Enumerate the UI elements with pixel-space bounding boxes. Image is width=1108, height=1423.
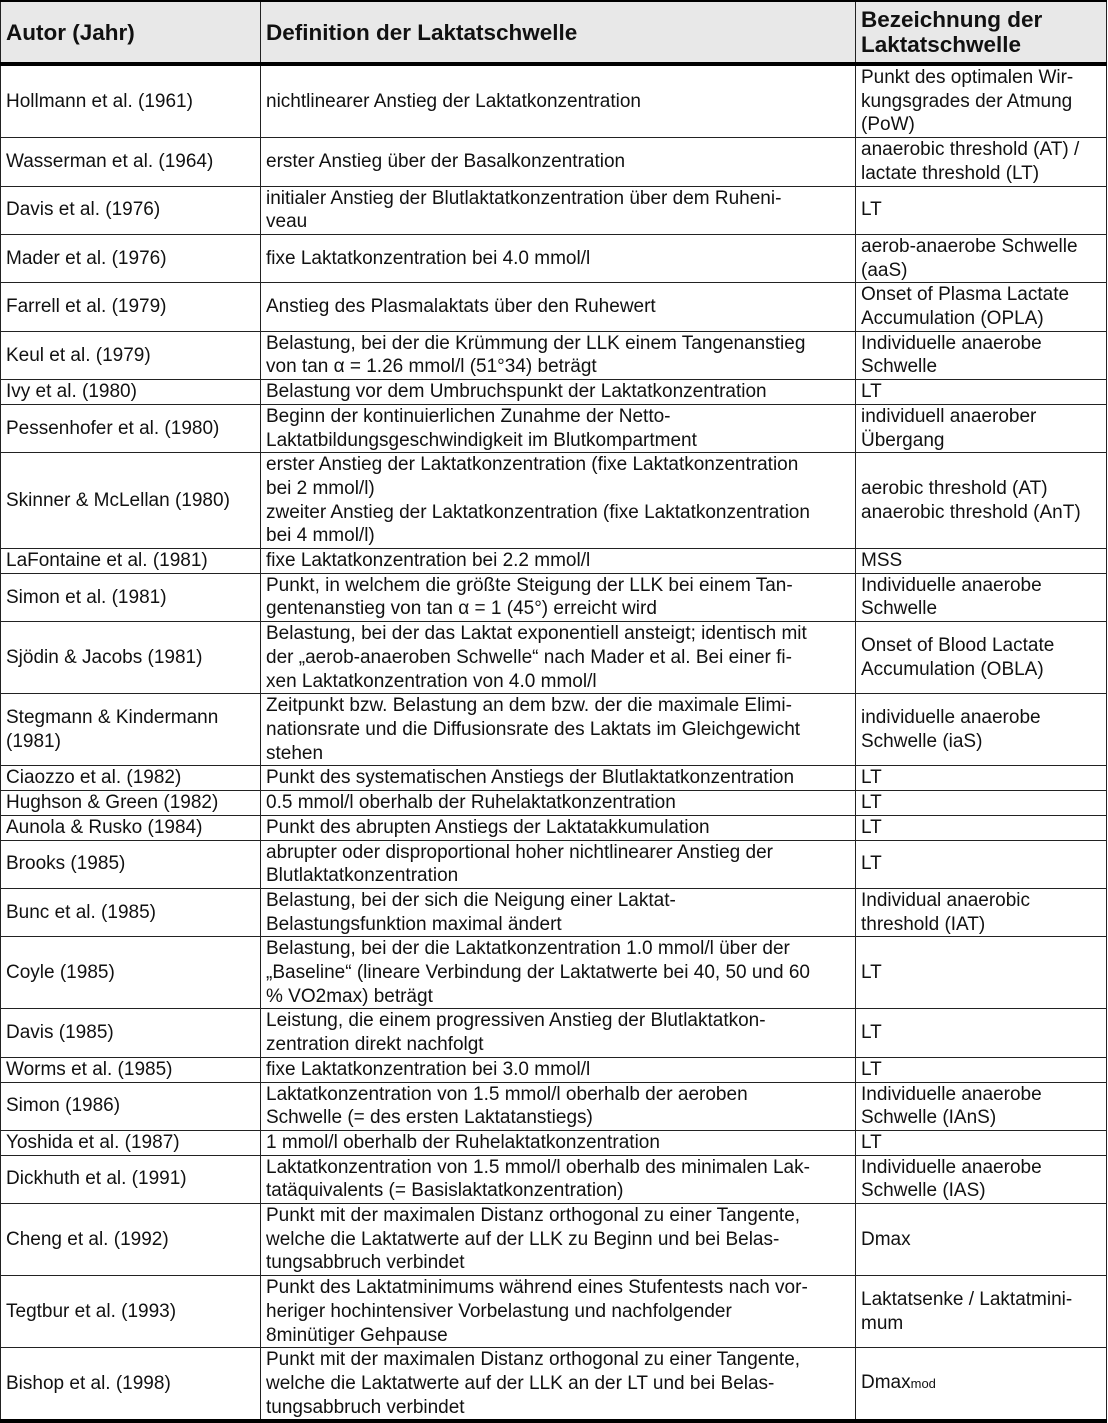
threshold-name-cell: anaerobic threshold (AT) / lactate threshold (LT) [856,138,1107,186]
author-cell: Skinner & McLellan (1980) [1,453,261,549]
subscript: mod [910,1376,936,1392]
table-row [1,888,1107,936]
table-body [1,64,1107,1421]
author-cell: Simon (1986) [1,1082,261,1130]
threshold-name-cell: Individuelle anaerobe Schwelle (IAS) [856,1155,1107,1203]
table-row [1,791,1107,816]
table-row [1,1276,1107,1348]
definition-cell: Punkt des abrupten Anstiegs der Laktatakkumulation [261,815,856,840]
table-row [1,937,1107,1009]
definition-cell: fixe Laktatkonzentration bei 3.0 mmol/l [261,1057,856,1082]
table-row [1,380,1107,405]
author-cell: Ivy et al. (1980) [1,380,261,405]
header-author: Autor (Jahr) [1,1,261,64]
threshold-name-cell: Laktatsenke / Laktatmini- mum [856,1276,1107,1348]
author-cell: Aunola & Rusko (1984) [1,815,261,840]
definition-cell: Punkt, in welchem die größte Steigung der LLK bei einem Tan- gentenanstieg von tan α = 1 (45°) erreicht wird [261,573,856,621]
definition-cell: 0.5 mmol/l oberhalb der Ruhelaktatkonzentration [261,791,856,816]
definition-cell: Laktatkonzentration von 1.5 mmol/l oberhalb des minimalen Lak- tatäquivalents (= Basislaktatkonzentration) [261,1155,856,1203]
definition-cell: erster Anstieg der Laktatkonzentration (fixe Laktatkonzentration bei 2 mmol/l) zweiter Anstieg der Laktatkonzentration (fixe Laktatkonzentration bei 4 mmol/l) [261,453,856,549]
table-row [1,64,1107,138]
definition-cell: Belastung, bei der die Krümmung der LLK einem Tangenanstieg von tan α = 1.26 mmol/l (51°34) beträgt [261,331,856,379]
table-row [1,234,1107,282]
table-row [1,840,1107,888]
table-row [1,1204,1107,1276]
table-row [1,694,1107,766]
author-cell: Davis et al. (1976) [1,186,261,234]
definition-cell: Belastung, bei der sich die Neigung einer Laktat- Belastungsfunktion maximal ändert [261,888,856,936]
threshold-name-cell: LT [856,380,1107,405]
author-cell: Keul et al. (1979) [1,331,261,379]
author-cell: LaFontaine et al. (1981) [1,549,261,574]
author-cell: Coyle (1985) [1,937,261,1009]
author-cell: Mader et al. (1976) [1,234,261,282]
author-cell: Worms et al. (1985) [1,1057,261,1082]
author-cell: Pessenhofer et al. (1980) [1,404,261,452]
author-cell: Hughson & Green (1982) [1,791,261,816]
threshold-name-cell: individuelle anaerobe Schwelle (iaS) [856,694,1107,766]
author-cell: Simon et al. (1981) [1,573,261,621]
table-row [1,453,1107,549]
table-row [1,1082,1107,1130]
threshold-name-cell: Individuelle anaerobe Schwelle [856,573,1107,621]
threshold-name-cell: Individual anaerobic threshold (IAT) [856,888,1107,936]
table-row [1,283,1107,331]
threshold-name-cell: Punkt des optimalen Wir- kungsgrades der Atmung (PoW) [856,64,1107,138]
definition-cell: Leistung, die einem progressiven Anstieg der Blutlaktatkon- zentration direkt nachfolgt [261,1009,856,1057]
table-row [1,1130,1107,1155]
definition-cell: 1 mmol/l oberhalb der Ruhelaktatkonzentration [261,1130,856,1155]
author-cell: Bishop et al. (1998) [1,1348,261,1422]
table-row [1,1057,1107,1082]
threshold-name-cell: LT [856,1130,1107,1155]
header-name: Bezeichnung der Laktatschwelle [856,1,1107,64]
threshold-name-cell: LT [856,1057,1107,1082]
author-cell: Stegmann & Kindermann (1981) [1,694,261,766]
threshold-name-cell: LT [856,840,1107,888]
threshold-name-cell: MSS [856,549,1107,574]
table-row [1,815,1107,840]
definition-cell: Belastung, bei der das Laktat exponentiell ansteigt; identisch mit der „aerob-anaeroben Schwelle“ nach Mader et al. Bei einer fi- xen Laktatkonzentration von 4.0 mmol/l [261,622,856,694]
threshold-name-cell: LT [856,186,1107,234]
author-cell: Cheng et al. (1992) [1,1204,261,1276]
author-cell: Farrell et al. (1979) [1,283,261,331]
definition-cell: Punkt mit der maximalen Distanz orthogonal zu einer Tangente, welche die Laktatwerte auf der LLK zu Beginn und bei Belas- tungsabbruch verbindet [261,1204,856,1276]
table-row [1,549,1107,574]
author-cell: Dickhuth et al. (1991) [1,1155,261,1203]
table-row [1,186,1107,234]
definition-cell: abrupter oder disproportional hoher nichtlinearer Anstieg der Blutlaktatkonzentration [261,840,856,888]
definition-cell: initialer Anstieg der Blutlaktatkonzentration über dem Ruheni- veau [261,186,856,234]
author-cell: Yoshida et al. (1987) [1,1130,261,1155]
threshold-name-cell: LT [856,766,1107,791]
definition-cell: Punkt mit der maximalen Distanz orthogonal zu einer Tangente, welche die Laktatwerte auf der LLK an der LT und bei Belas- tungsabbruch verbindet [261,1348,856,1422]
threshold-name-cell: LT [856,815,1107,840]
table-row [1,138,1107,186]
definition-cell: erster Anstieg über der Basalkonzentration [261,138,856,186]
threshold-name-cell: Individuelle anaerobe Schwelle (IAnS) [856,1082,1107,1130]
definition-cell: Anstieg des Plasmalaktats über den Ruhewert [261,283,856,331]
author-cell: Sjödin & Jacobs (1981) [1,622,261,694]
threshold-name-cell: individuell anaerober Übergang [856,404,1107,452]
threshold-name-cell: Dmax [856,1204,1107,1276]
definition-cell: Zeitpunkt bzw. Belastung an dem bzw. der die maximale Elimi- nationsrate und die Diffusionsrate des Laktats im Gleichgewicht stehen [261,694,856,766]
definition-cell: Belastung vor dem Umbruchspunkt der Laktatkonzentration [261,380,856,405]
definition-cell: fixe Laktatkonzentration bei 2.2 mmol/l [261,549,856,574]
definition-cell: nichtlinearer Anstieg der Laktatkonzentration [261,64,856,138]
author-cell: Hollmann et al. (1961) [1,64,261,138]
threshold-name-cell: Onset of Plasma Lactate Accumulation (OPLA) [856,283,1107,331]
table-row [1,766,1107,791]
author-cell: Bunc et al. (1985) [1,888,261,936]
author-cell: Ciaozzo et al. (1982) [1,766,261,791]
definition-cell: Beginn der kontinuierlichen Zunahme der Netto- Laktatbildungsgeschwindigkeit im Blutkompartment [261,404,856,452]
table-row [1,622,1107,694]
threshold-name-cell: LT [856,791,1107,816]
author-cell: Tegtbur et al. (1993) [1,1276,261,1348]
author-cell: Wasserman et al. (1964) [1,138,261,186]
table-row [1,573,1107,621]
author-cell: Davis (1985) [1,1009,261,1057]
author-cell: Brooks (1985) [1,840,261,888]
threshold-name-cell: Onset of Blood Lactate Accumulation (OBLA) [856,622,1107,694]
table-row [1,404,1107,452]
definition-cell: Laktatkonzentration von 1.5 mmol/l oberhalb der aeroben Schwelle (= des ersten Laktatanstiegs) [261,1082,856,1130]
threshold-name-cell: aerob-anaerobe Schwelle (aaS) [856,234,1107,282]
header-row [1,1,1107,64]
table-row [1,1009,1107,1057]
table-row [1,331,1107,379]
definition-cell: Punkt des Laktatminimums während eines Stufentests nach vor- heriger hochintensiver Vorbelastung und nachfolgender 8minütiger Gehpause [261,1276,856,1348]
definition-cell: Punkt des systematischen Anstiegs der Blutlaktatkonzentration [261,766,856,791]
threshold-name-cell: Individuelle anaerobe Schwelle [856,331,1107,379]
header-definition: Definition der Laktatschwelle [261,1,856,64]
threshold-name-cell: Dmaxmod [856,1348,1107,1422]
definition-cell: fixe Laktatkonzentration bei 4.0 mmol/l [261,234,856,282]
definition-cell: Belastung, bei der die Laktatkonzentration 1.0 mmol/l über der „Baseline“ (lineare Verbindung der Laktatwerte bei 40, 50 und 60 % VO2max) beträgt [261,937,856,1009]
threshold-name-cell: LT [856,937,1107,1009]
threshold-name-cell: aerobic threshold (AT) anaerobic threshold (AnT) [856,453,1107,549]
table-row [1,1155,1107,1203]
table-row [1,1348,1107,1422]
threshold-name-cell: LT [856,1009,1107,1057]
